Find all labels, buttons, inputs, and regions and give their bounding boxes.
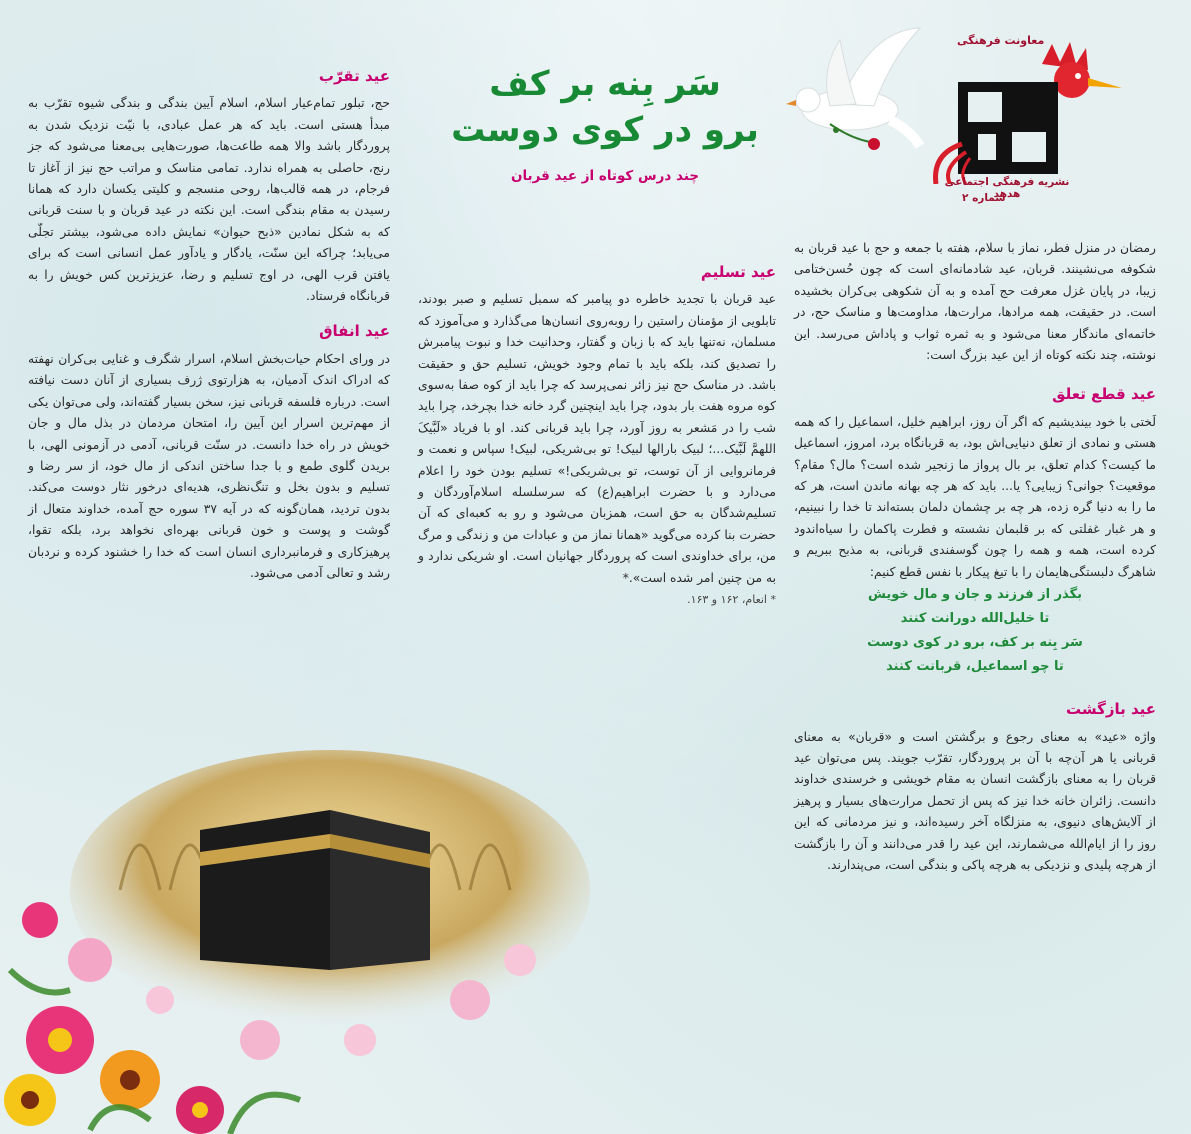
middle-column (418, 262, 776, 611)
hodhod-logo (922, 34, 1132, 214)
poem-line: بگذر از فرزند و جان و مال خویش (867, 587, 1083, 603)
kaaba-flowers-illustration (0, 740, 600, 1134)
section-text-charity: در ورای احکام حیات‌بخش اسلام، اسرار شگرف و غنایی بی‌کران نهفته که ادراک اندک آدمیان، به هزارتوی ژرف بسیاری از آنان دست نیافته است. درباره فلسفه قربانی نیز، سخن بسیار گفته‌اند، ولی می‌توان یکی از مهم‌ترین اسرار این آیین را، امتحان مردمان در بذل مال و جان خویش در راه خدا دانست. در سنّت قربانی، آدمی در آزمونی الهی، با بریدن گلوی طمع و با جدا ساختن اندکی از مال خود، از سر رضا و تسلیم و بدون بخل و تنگ‌نظری، هدیه‌ای درخور نثار دوست می‌کند. بدون تردید، همان‌گونه که در آیه ۳۷ سوره حج آمده، خداوند متعال از گوشت و پوست و خون قربانی بهره‌ای نخواهد برد، بلکه تقوا، پرهیزکاری و فرمانبرداری انسان است که خدا را خشنود کرده و نردبان رشد و تعالی آدمی می‌شود. (28, 351, 391, 580)
section-text-detachment: لَختی با خود بیندیشیم که اگر آن روز، ابراهیم خلیل، اسماعیل را که همه هستی و نمادی از تعلق دنیایی‌اش بود، به قربانگاه برد، امروز، اسماعیل ما کیست؟ کدام تعلق، بر بال پرواز ما زنجیر شده است؟ مال؟ مقام؟ موقعیت؟ جوانی؟ زیبایی؟ یا... باید که هر چه بهانه ماندن است، هر که ما را به دنیا گره زده، هر چه بر چشمان دلمان بسته‌اند تا خدا را نبینیم، و هر غبار غفلتی که بر قلبمان نشسته و فطرت پاکمان را سیاه‌اندود کرده است، همه و همه را چون گوسفندی قربانی، به مذبح ببریم و شاهرگ دلبستگی‌هایمان را با تیغ پیکار با نفس قطع کنیم: (794, 414, 1156, 579)
left-column (28, 66, 390, 584)
section-heading-submission: عید تسلیم (700, 263, 776, 281)
page-title-line1: سَر بِنه بر کف (489, 64, 721, 104)
section-heading-return: عید بازگشت (1065, 700, 1156, 719)
footnote: * انعام، ۱۶۲ و ۱۶۳. (687, 593, 776, 607)
poem-line: تا خلیل‌الله دورانت کنند (900, 611, 1050, 627)
hoopoe-bird-icon (922, 34, 1132, 184)
poem-line: سَر بِنه بر کف، برو در کوی دوست (867, 635, 1083, 651)
intro-paragraph: رمضان در منزل فطر، نماز با سلام، هفته با جمعه و حج با عید قربان به شکوفه می‌نشینند. قربان، عید شادمانه‌ای است که چون حُسن‌ختامی زیبا، در پایان غزل معرفت حج آمده و به آن شکوهی بی‌کران بخشیده است. در حقیقت، همه مرادها، مرارت‌ها، مداومت‌ها و مناسک حج، در خاتمه‌ای ماندگار معنا می‌شود و به ثمره ثواب و پاداش می‌رسد. این نوشته، چند نکته کوتاه از این عید بزرگ است: (794, 241, 1156, 363)
section-text-submission: عید قربان با تجدید خاطره دو پیامبر که سمبل تسلیم و صبر بودند، تابلویی از مؤمنان راستین را روبه‌روی انسان‌ها می‌گذارد و می‌آموزد که مسلمان، نه‌تنها باید که با زبان و گفتار، وحدانیت خدا و نبوت پیامبرش را تصدیق کند، بلکه باید با تمام وجود خویش، تسلیم حق و حقیقت باشد. در مناسک حج نیز زائر نمی‌پرسد که چرا باید از کوه صفا به‌سوی کوه مروه هفت بار بدود، چرا باید اینچنین گرد خانه خدا بچرخد، چرا باید شب را در مَشعر به روز آورد، چرا باید قربانی کند. او با فریاد «لَبَّیکَ اللهمَّ لَبَّیک...؛ لبیک بارالها لبیک! تو بی‌شریکی، لبیک! سپاس و نعمت و فرمانروایی از آن توست، تو بی‌شریکی!» تسلیم بودن خود را اعلام می‌دارد و با حضرت ابراهیم(ع) که سرسلسله اسلام‌آوردگان و تسلیم‌شدگان به حق است، همزبان می‌شود و رو به کعبه‌ای که آن حضرت بنا کرده می‌گوید «همانا نماز من و عبادات من و زندگی و مرگ من، برای خداوندی است که پروردگار جهانیان است. او شریکی ندارد و به من چنین امر شده است».* (418, 292, 776, 585)
logo-org-label: معاونت فرهنگی (957, 34, 1045, 47)
section-heading-nearness: عید تقرّب (318, 67, 390, 85)
page-subtitle: چند درس کوتاه از عید قربان (510, 168, 700, 184)
poem-block (794, 583, 1156, 679)
section-heading-detachment: عید قطع تعلق (1052, 385, 1156, 404)
logo-issue-label: شماره ۲ (962, 192, 1006, 204)
section-heading-charity: عید انفاق (319, 322, 390, 341)
page-title-line2: برو در کوی دوست (451, 110, 759, 150)
section-text-return: واژه «عید» به معنای رجوع و برگشتن است و «قربان» به معنای قربانی یا هر آن‌چه با آن بر پروردگار، تقرّب جویند. پس می‌توان عید قربان را به معنای بازگشت انسان به مقام خویشی و خرسندی خداوند دانست. زائران خانه خدا نیز که پس از تحمل مرارت‌های بسیار و پرهیز از آلایش‌های دنیوی، به منزلگاه آخر رسیده‌اند، و نیز مردمانی که این روز را از ایام‌الله می‌شمارند، این عید را قدر می‌دانند و آن را بازگشت از هرچه پلیدی و نزدیکی به هرچه پاکی و بندگی است، می‌پندارند. (794, 729, 1156, 872)
right-column (794, 238, 1156, 876)
logo-publication-label: نشریه فرهنگی اجتماعی هدهد (944, 176, 1070, 200)
poem-line: تا چو اسماعیل، قربانت کنند (886, 659, 1064, 675)
dove-illustration (770, 20, 930, 170)
section-text-nearness: حج، تبلور تمام‌عیار اسلام، اسلام آیین بندگی و بندگی شیوه تقرّب به مبدأ هستی است. باید که هر عمل عبادی، با نیّت نزدیک شدن به پروردگار باشد والا همه طاعت‌ها، صورت‌هایی بی‌معنا می‌شود که جز رنج، حاصلی به همراه ندارد. تمامی مناسک و مراتب حج نیز از آغاز تا فرجام، در همه قالب‌ها، روحی منسجم و کلیتی یکسان دارد که همانا رسیدن به مقام بندگی است. این نکته در عید قربان و با سنت قربانی که به شکل نمادین «ذبح حیوان» نمایش داده می‌شود، بیشتر تجلّی می‌یابد؛ چراکه این سنّت، یادگار و یادآور عمل انسانی است که برای یافتن قرب الهی، در اوج تسلیم و رضا، عزیزترین کس خویش را به قربانگاه فرستاد. (28, 96, 390, 304)
